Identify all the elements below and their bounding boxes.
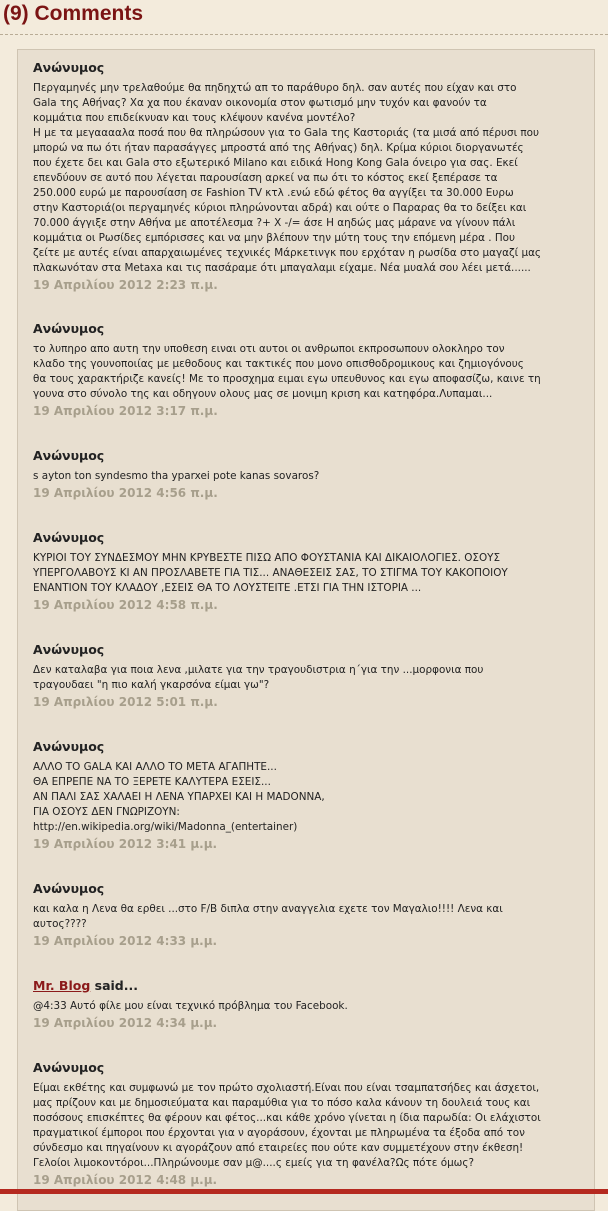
comment-author: Ανώνυμος [33, 530, 105, 545]
comment-author: Ανώνυμος [33, 321, 105, 336]
heading-divider [0, 34, 608, 35]
comment-timestamp-link[interactable]: 19 Απριλίου 2012 4:48 μ.μ. [33, 1173, 218, 1187]
comment-text: s ayton ton syndesmo tha yparxei pote kanas sovaros? [33, 470, 320, 482]
comment-timestamp-link[interactable]: 19 Απριλίου 2012 4:33 μ.μ. [33, 934, 218, 948]
comment-text: @4:33 Αυτό φίλε μου είναι τεχνικό πρόβλημα του Facebook. [33, 1000, 348, 1012]
comment-text: ΚΥΡΙΟΙ ΤΟΥ ΣΥΝΔΕΣΜΟΥ ΜΗΝ ΚΡΥΒΕΣΤΕ ΠΙΣΩ ΑΠΟ ΦΟΥΣΤΑΝΙΑ ΚΑΙ ΔΙΚΑΙΟΛΟΓΙΕΣ. ΟΣΟΥΣ ΥΠΕΡΓΟΛΑΒΟΥΣ ΚΙ ΑΝ ΠΡΟΣΛΑΒΕΤΕ ΓΙΑ ΤΙΣ... ΑΝΑΘΕΣΕΙΣ ΣΑΣ, ΤΟ ΣΤΙΓΜΑ ΤΟΥ ΚΑΚΟΠΟΙΟΥ ΕΝΑΝΤΙΟΝ ΤΟΥ ΚΛΑΔΟΥ ,ΕΣΕΙΣ ΘΑ ΤΟ ΛΟΥΣΤΕΙΤΕ .ΕΤΣΙ ΓΙΑ ΤΗΝ ΙΣΤΟΡΙΑ ... [33, 552, 508, 594]
comment-4 [33, 529, 578, 613]
comment-text: ΑΛΛΟ ΤΟ GALA ΚΑΙ ΑΛΛΟ ΤΟ ΜΕΤΑ ΑΓΑΠΗΤΕ... ΘΑ ΕΠΡΕΠΕ ΝΑ ΤΟ ΞΕΡΕΤΕ ΚΑΛΥΤΕΡΑ ΕΣΕΙΣ... ΑΝ ΠΑΛΙ ΣΑΣ ΧΑΛΑΕΙ Η ΛΕΝΑ ΥΠΑΡΧΕΙ ΚΑΙ Η MADONNA, ΓΙΑ ΟΣΟΥΣ ΔΕΝ ΓΝΩΡΙΖΟΥΝ: http://en.wikipedia.org/wiki/Madonna_(entertainer) [33, 761, 325, 833]
bottom-accent-bar [0, 1189, 608, 1194]
comment-timestamp-link[interactable]: 19 Απριλίου 2012 4:34 μ.μ. [33, 1016, 218, 1030]
comment-text: Είμαι εκθέτης και συμφωνώ με τον πρώτο σχολιαστή.Είναι που είναι τσαμπατσήδες και άσχετοι, μας πρίζουν και με δημοσιεύματα και παραμύθια για το πόσο καλα κάνουν τη δουλειά τους και ποσόσους επισκέπτες θα φέρουν και φέτος...και κάθε χρόνο γίνεται η ίδια παρωδία: Οι ελάχιστοι πραγματικοί έμποροι που έρχονται για ν αγοράσουν, έχονται με πληρωμένα τα έξοδα από τον σύνδεσμο και πηγαίνουν κι αγοράζουν από εταιρείες που ούτε καν συμμετέχουν στην έκθεση! Γελοίοι λιμοκοντόροι...Πληρώνουμε σαν μ@....ς εμείς για τη φανέλα?Ως πότε όμως? [33, 1082, 541, 1169]
said-label: said... [94, 978, 138, 993]
comment-9 [33, 1059, 578, 1188]
comment-2 [33, 320, 578, 419]
comment-text: το λυπηρο απο αυτη την υποθεση ειναι οτι αυτοι οι ανθρωποι εκπροσωπουν ολοκληρο τον κλαδο της γουνοποιίας με μεθοδους και τακτικές που μονο οπισθοδρομικους και ζημιογόνους θα τους χαρακτήριζε κανείς! Με το προσχημα ειμαι εγω υπευθυνος και εγω αποφασίζω, καινε τη γουνα στο σύνολο της και οδηγουν ολους μας σε μονιμη κριση και κατηφόρα.Λυπαμαι... [33, 343, 541, 400]
comment-timestamp-link[interactable]: 19 Απριλίου 2012 4:58 π.μ. [33, 598, 218, 612]
comment-author: Ανώνυμος [33, 60, 105, 75]
comment-author: Ανώνυμος [33, 739, 105, 754]
comment-text: Περγαμηνές μην τρελαθούμε θα πηδηχτώ απ το παράθυρο δηλ. σαν αυτές που είχαν και στο Gala της Αθήνας? Χα χα που έκαναν οικονομία στον φωτισμό μην τυχόν και φανούν τα κομμάτια που επιδείκνυαν και τους κλέψουν κανένα μοντέλο? Η με τα μεγααααλα ποσά που θα πληρώσουν για το Gala της Καστοριάς (τα μισά από πέρυσι που μπορώ να πω ότι ήταν παρασάγγες μπροστά από της Αθήνας) δηλ. Κρίμα κύριοι διοργανωτές που έχετε δει και Gala στο εξωτερικό Milano και ειδικά Hong Kong Gala όνειρο για σας. Εκεί επενδύουν σε αυτό που λέγεται παρουσίαση αρκεί να πω ότι το κόστος εκεί ξεπέρασε τα 250.000 ευρώ με παρουσίαση σε Fashion TV κτλ .ενώ εδώ φέτος θα αγγίξει τα 30.000 Ευρω στην Καστοριά(οι περγαμηνές κύριοι πληρώνονται αδρά) και ούτε ο Παραρας θα το δείξει και 70.000 άγγιξε στην Αθήνα με αποτέλεσμα ?+ Χ -/= άσε Η αηδώς μας μάρανε να γίνουν πάλι κομμάτια οι Ρωσίδες εμπόρισσες και να μην βλέπουν την μύτη τους την επόμενη μέρα . Που ζείτε με αυτές είναι απαρχαιωμένες τεχνικές Μάρκετινγκ που ερχόταν η ρωσίδα στο μαγαζί μας πλακωνόταν στα Metaxa και τις πασάραμε ότι μπαγαλαμι είχαμε. Νέα μυαλά σου λέει μετά...... [33, 82, 542, 274]
comment-author: Ανώνυμος [33, 1060, 105, 1075]
comments-heading: (9) Comments [3, 2, 144, 25]
comment-timestamp-link[interactable]: 19 Απριλίου 2012 3:41 μ.μ. [33, 837, 218, 851]
comment-timestamp-link[interactable]: 19 Απριλίου 2012 4:56 π.μ. [33, 486, 218, 500]
comment-timestamp-link[interactable]: 19 Απριλίου 2012 3:17 π.μ. [33, 404, 218, 418]
comment-timestamp-link[interactable]: 19 Απριλίου 2012 2:23 π.μ. [33, 278, 218, 292]
comment-3 [33, 447, 578, 501]
comment-author: Ανώνυμος [33, 642, 105, 657]
comment-text: Δεν καταλαβα για ποια λενα ,μιλατε για την τραγουδιστρια η΄για την ...μορφονια που τραγουδαει "η πιο καλή γκαρσόνα είμαι γω"? [33, 664, 484, 691]
comment-8 [33, 977, 578, 1031]
comment-author-line [33, 977, 578, 995]
comment-timestamp-link[interactable]: 19 Απριλίου 2012 5:01 π.μ. [33, 695, 218, 709]
comment-text: και καλα η Λενα θα ερθει ...στο F/B διπλα στην αναγγελια εχετε τον Μαγαλιο!!!! Λενα και αυτος???? [33, 903, 503, 930]
comment-6 [33, 738, 578, 852]
comment-author: Ανώνυμος [33, 448, 105, 463]
author-profile-link[interactable]: Mr. Blog [33, 978, 91, 993]
comment-5 [33, 641, 578, 710]
comment-7 [33, 880, 578, 949]
comment-author: Ανώνυμος [33, 881, 105, 896]
comment-1 [33, 59, 578, 293]
